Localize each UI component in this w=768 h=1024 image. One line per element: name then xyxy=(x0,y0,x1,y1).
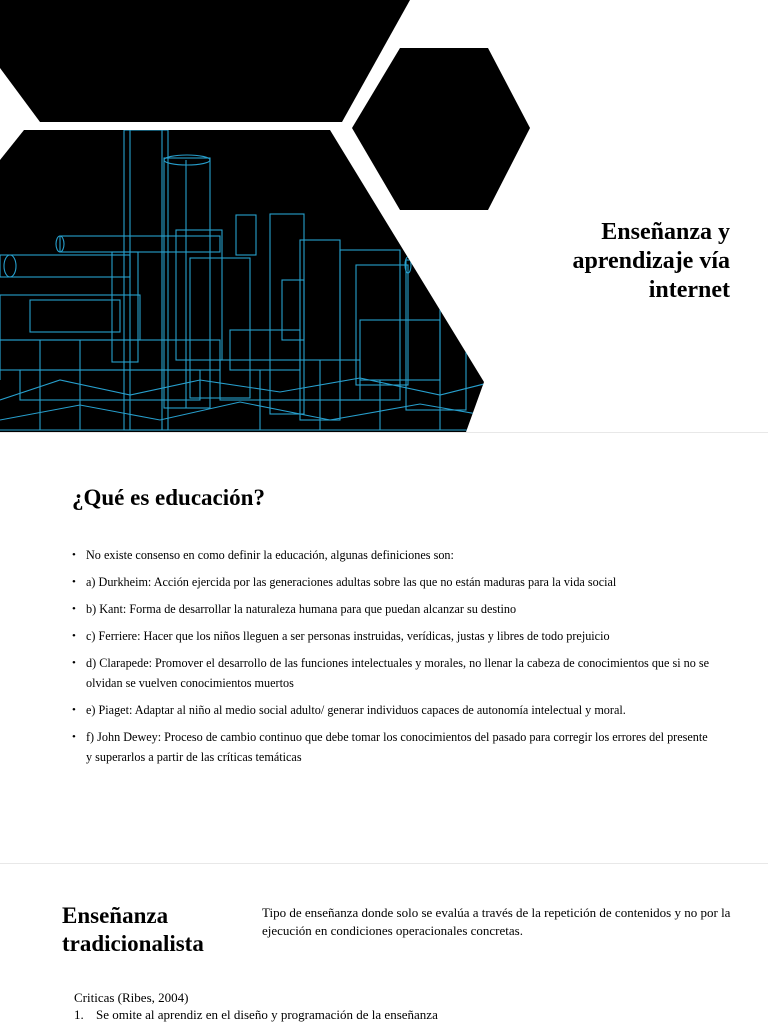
definition-text: Tipo de enseñanza donde solo se evalúa a través de la repetición de contenidos y no por la ejecución en condiciones operacionales concretas. xyxy=(262,905,731,938)
top-hexagon xyxy=(0,0,410,122)
slide-education-definitions xyxy=(0,433,768,863)
slide-traditional-teaching xyxy=(0,864,768,1024)
heading-line: Enseñanza xyxy=(62,903,169,928)
small-hexagon xyxy=(352,48,530,210)
list-item: • c) Ferriere: Hacer que los niños lleguen a ser personas instruidas, verídicas, justas y libres de todo prejuicio xyxy=(72,626,712,646)
list-item: • f) John Dewey: Proceso de cambio continuo que debe tomar los conocimientos del pasado para corregir los errores del presente y superarlos a partir de las críticas temáticas xyxy=(72,727,712,767)
slide-heading xyxy=(62,902,204,958)
wireframe-city-icon xyxy=(0,0,540,432)
critics-heading: Criticas (Ribes, 2004) xyxy=(74,990,189,1005)
title-line: aprendizaje vía xyxy=(572,248,730,274)
title-line: Enseñanza y xyxy=(601,219,730,245)
list-item: • No existe consenso en como definir la educación, algunas definiciones son: xyxy=(72,545,712,565)
presentation-title xyxy=(470,218,730,305)
list-item: • e) Piaget: Adaptar al niño al medio social adulto/ generar individuos capaces de autonomía intelectual y moral. xyxy=(72,700,712,720)
slide-heading: ¿Qué es educación? xyxy=(72,485,265,510)
list-item: • a) Durkheim: Acción ejercida por las generaciones adultas sobre las que no están maduras para la vida social xyxy=(72,572,712,592)
heading-line: tradicionalista xyxy=(62,931,204,956)
definitions-list xyxy=(72,545,712,774)
slide-title xyxy=(0,0,768,432)
list-text: Se omite al aprendiz en el diseño y programación de la enseñanza xyxy=(96,1007,438,1022)
title-line: internet xyxy=(648,277,730,303)
list-item xyxy=(74,1007,438,1023)
critics-list xyxy=(74,1007,438,1023)
list-number: 1. xyxy=(74,1007,84,1022)
list-item: • b) Kant: Forma de desarrollar la naturaleza humana para que puedan alcanzar su destino xyxy=(72,599,712,619)
list-item: • d) Clarapede: Promover el desarrollo de las funciones intelectuales y morales, no llenar la cabeza de conocimientos que si no se olvidan se vuelven conocimientos muertos xyxy=(72,653,712,693)
